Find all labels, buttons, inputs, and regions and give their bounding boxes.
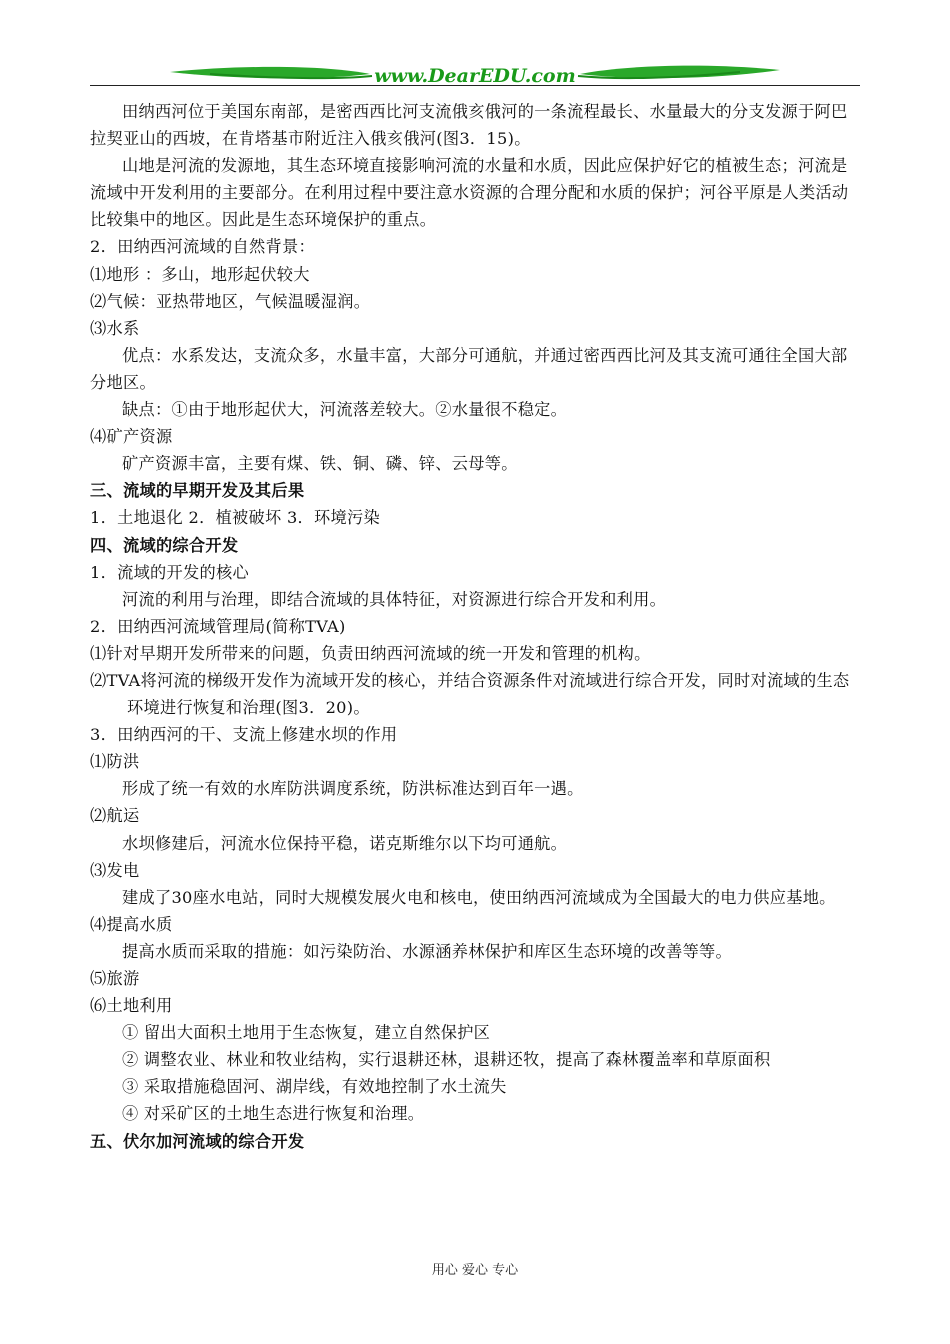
paragraph-development-core: 河流的利用与治理，即结合流域的具体特征，对资源进行综合开发和利用。: [122, 589, 667, 609]
paragraph-disadvantages: 缺点：①由于地形起伏大，河流落差较大。②水量很不稳定。: [122, 400, 568, 420]
item-tva-2: ⑵TVA将河流的梯级开发作为流域开发的核心，并结合资源条件对流域进行综合开发，同时对流域的生态环境进行恢复和治理(图3．20)。: [90, 670, 850, 718]
heading-tva: 2．田纳西河流域管理局(简称TVA): [90, 616, 346, 636]
section-heading-5: 五、伏尔加河流域的综合开发: [90, 1131, 305, 1151]
header-rule: [90, 85, 860, 86]
land-use-point-1: ① 留出大面积土地用于生态恢复，建立自然保护区: [122, 1023, 491, 1043]
paragraph-navigation: 水坝修建后，河流水位保持平稳，诺克斯维尔以下均可通航。: [122, 833, 568, 853]
paragraph-power: 建成了30座水电站，同时大规模发展火电和核电，使田纳西河流域成为全国最大的电力供应基地。: [122, 887, 836, 907]
item-navigation: ⑵航运: [90, 806, 140, 826]
paragraph-ecology: 山地是河流的发源地，其生态环境直接影响河流的水量和水质，因此应保护好它的植被生态；河流是流域中开发利用的主要部分。在利用过程中要注意水资源的合理分配和水质的保护；河谷平原是人类活动比较集中的地区。因此是生态环境保护的重点。: [90, 156, 849, 230]
item-power: ⑶发电: [90, 860, 140, 880]
heading-natural-background: 2．田纳西河流域的自然背景：: [90, 237, 315, 257]
paragraph-consequences: 1．土地退化 2．植被破坏 3．环境污染: [90, 508, 380, 528]
item-water-quality: ⑷提高水质: [90, 914, 173, 934]
item-water-system: ⑶水系: [90, 318, 140, 338]
item-flood-control: ⑴防洪: [90, 752, 140, 772]
paragraph-water-quality: 提高水质而采取的措施：如污染防治、水源涵养林保护和库区生态环境的改善等等。: [122, 941, 733, 961]
paragraph-intro-tennessee: 田纳西河位于美国东南部，是密西西比河支流俄亥俄河的一条流程最长、水量最大的分支发源于阿巴拉契亚山的西坡，在肯塔基市附近注入俄亥俄河(图3．15)。: [90, 102, 848, 149]
heading-dam-roles: 3．田纳西河的干、支流上修建水坝的作用: [90, 725, 398, 745]
paragraph-advantages: 优点：水系发达，支流众多，水量丰富，大部分可通航，并通过密西西比河及其支流可通往全国大部分地区。: [90, 345, 848, 392]
item-terrain: ⑴地形 ：多山，地形起伏较大: [90, 264, 310, 284]
paragraph-minerals: 矿产资源丰富，主要有煤、铁、铜、磷、锌、云母等。: [122, 454, 518, 474]
paragraph-flood-control: 形成了统一有效的水库防洪调度系统，防洪标准达到百年一遇。: [122, 779, 584, 799]
land-use-point-4: ④ 对采矿区的土地生态进行恢复和治理。: [122, 1104, 425, 1124]
item-tourism: ⑸旅游: [90, 969, 140, 988]
heading-development-core: 1．流域的开发的核心: [90, 562, 249, 582]
section-heading-4: 四、流域的综合开发: [90, 535, 239, 555]
logo-text: www.DearEDU.com: [374, 65, 576, 87]
item-minerals: ⑷矿产资源: [90, 427, 173, 447]
page-footer: 用心 爱心 专心: [431, 1263, 519, 1278]
section-heading-3: 三、流域的早期开发及其后果: [90, 481, 305, 501]
document-body: [90, 98, 860, 1155]
site-header: [90, 58, 860, 98]
item-tva-1: ⑴针对早期开发所带来的问题，负责田纳西河流域的统一开发和管理的机构。: [90, 643, 651, 663]
item-land-use: ⑹土地利用: [90, 996, 173, 1016]
item-climate: ⑵气候：亚热带地区，气候温暖湿润。: [90, 291, 371, 311]
land-use-point-2: ② 调整农业、林业和牧业结构，实行退耕还林，退耕还牧，提高了森林覆盖率和草原面积: [122, 1050, 771, 1070]
land-use-point-3: ③ 采取措施稳固河、湖岸线，有效地控制了水土流失: [122, 1077, 507, 1097]
header-swoosh-logo: [90, 58, 860, 98]
